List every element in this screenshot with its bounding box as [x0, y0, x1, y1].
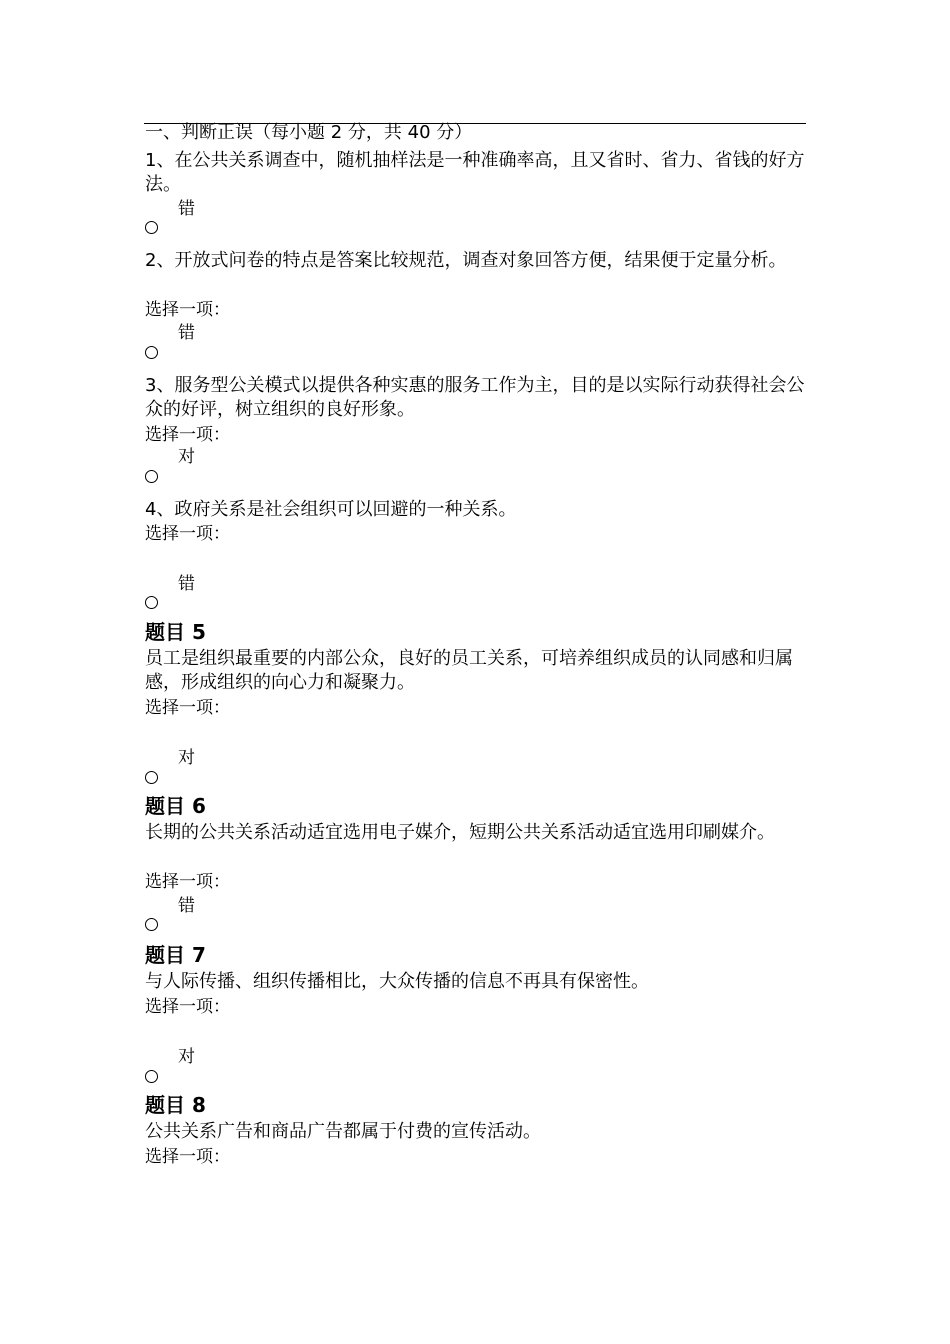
question-3-radio[interactable] — [145, 470, 158, 483]
question-1-option-label: 错 — [178, 199, 195, 219]
question-1-stem: 1、在公共关系调查中，随机抽样法是一种准确率高，且又省时、省力、省钱的好方法。 — [145, 150, 805, 195]
question-1-radio[interactable] — [145, 221, 158, 234]
question-5-stem: 员工是组织最重要的内部公众，良好的员工关系，可培养组织成员的认同感和归属感，形成组织的向心力和凝聚力。 — [145, 648, 793, 693]
section-title: 一、判断正误（每小题 2 分，共 40 分） — [145, 122, 473, 143]
question-3-stem: 3、服务型公关模式以提供各种实惠的服务工作为主，目的是以实际行动获得社会公众的好评，树立组织的良好形象。 — [145, 375, 805, 420]
question-2-option-label: 错 — [178, 323, 195, 343]
question-3-option-label: 对 — [178, 447, 195, 467]
question-6-radio[interactable] — [145, 918, 158, 931]
question-2-radio[interactable] — [145, 346, 158, 359]
question-7-radio[interactable] — [145, 1070, 158, 1083]
question-5-option-label: 对 — [178, 748, 195, 768]
question-4-radio[interactable] — [145, 596, 158, 609]
question-8-stem: 公共关系广告和商品广告都属于付费的宣传活动。 — [145, 1121, 541, 1142]
question-6-heading: 题目 6 — [145, 794, 206, 818]
question-6-stem: 长期的公共关系活动适宜选用电子媒介，短期公共关系活动适宜选用印刷媒介。 — [145, 822, 775, 843]
question-3-select-prompt: 选择一项： — [145, 425, 230, 445]
question-5-select-prompt: 选择一项： — [145, 698, 230, 718]
question-6-select-prompt: 选择一项： — [145, 872, 230, 892]
question-5-radio[interactable] — [145, 771, 158, 784]
question-5-heading: 题目 5 — [145, 620, 206, 644]
question-7-stem: 与人际传播、组织传播相比，大众传播的信息不再具有保密性。 — [145, 971, 649, 992]
question-7-option-label: 对 — [178, 1047, 195, 1067]
question-4-select-prompt: 选择一项： — [145, 524, 230, 544]
question-8-heading: 题目 8 — [145, 1093, 206, 1117]
question-4-option-label: 错 — [178, 574, 195, 594]
question-8-select-prompt: 选择一项： — [145, 1147, 230, 1167]
question-7-heading: 题目 7 — [145, 943, 206, 967]
question-6-option-label: 错 — [178, 896, 195, 916]
question-2-select-prompt: 选择一项： — [145, 300, 230, 320]
question-7-select-prompt: 选择一项： — [145, 997, 230, 1017]
question-4-stem: 4、政府关系是社会组织可以回避的一种关系。 — [145, 499, 517, 520]
question-2-stem: 2、开放式问卷的特点是答案比较规范，调查对象回答方便，结果便于定量分析。 — [145, 250, 787, 271]
